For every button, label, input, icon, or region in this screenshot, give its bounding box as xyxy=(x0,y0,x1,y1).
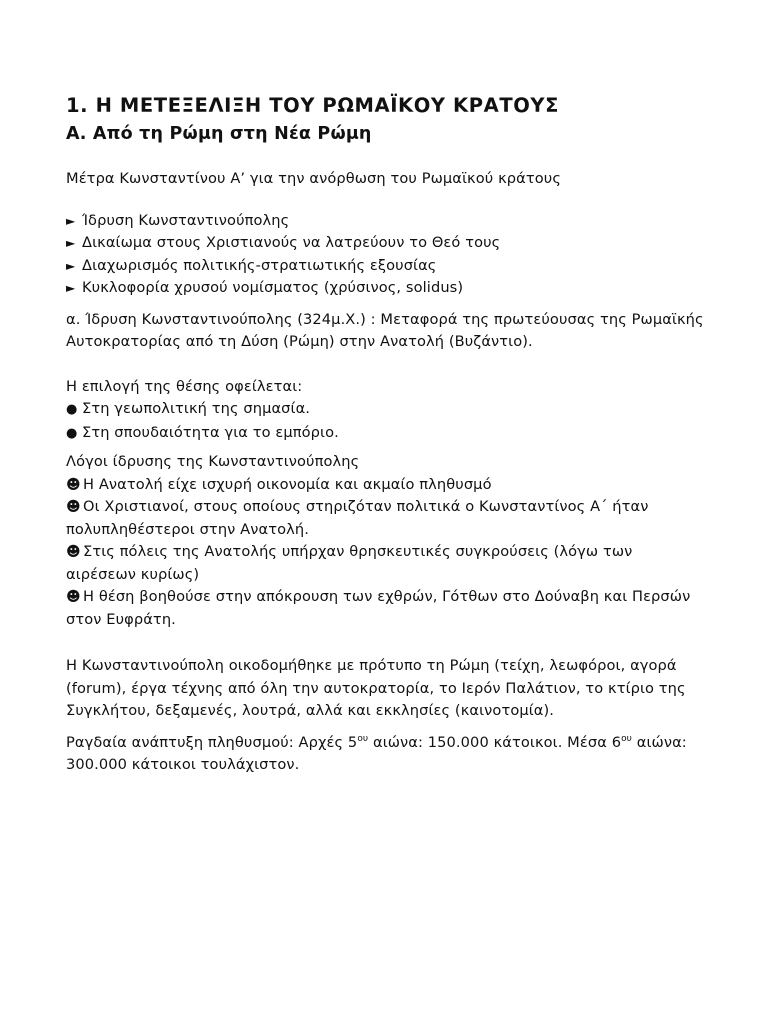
site-choice-intro: Η επιλογή της θέσης οφείλεται: xyxy=(66,377,303,395)
population-paragraph: Ραγδαία ανάπτυξη πληθυσμού: Αρχές $5^{o\upsilon}$ αιώνα: 150.000 κάτοικοι. Μέσα $6^{o\upsilon}$ αιώνα: 300.000 κάτοικοι τουλάχιστον. xyxy=(66,733,687,773)
smiley-bullet-icon: ☻ xyxy=(66,544,81,560)
list-item: ● Στη γεωπολιτική της σημασία. xyxy=(66,398,706,422)
list-item: ☻ Η θέση βοηθούσε στην απόκρουση των εχθρών, Γότθων στο Δούναβη και Περσών στον Ευφράτη. xyxy=(66,588,691,628)
triangle-bullet-icon: ► xyxy=(66,213,76,228)
measures-intro: Μέτρα Κωνσταντίνου Α’ για την ανόρθωση του Ρωμαϊκού κράτους xyxy=(66,170,561,187)
list-item: ☻ Οι Χριστιανοί, στους οποίους στηριζόταν πολιτικά ο Κωνσταντίνος Α΄ ήταν πολυπληθέστεροι στην Ανατολή. xyxy=(66,498,649,538)
founding-paragraph: α. Ίδρυση Κωνσταντινούπολης (324μ.Χ.) : Μεταφορά της πρωτεύουσας της Ρωμαϊκής Αυτοκρατορίας από τη Δύση (Ρώμη) στην Ανατολή (Βυζάντιο). xyxy=(66,310,704,350)
smiley-bullet-icon: ☻ xyxy=(66,589,81,605)
triangle-bullet-icon: ► xyxy=(66,258,76,273)
ordinal-suffix: ου xyxy=(357,733,369,744)
list-item: ► Κυκλοφορία χρυσού νομίσματος (χρύσινος, solidus) xyxy=(66,277,706,300)
dot-bullet-icon: ● xyxy=(66,402,78,417)
smiley-bullet-icon: ☻ xyxy=(66,476,81,493)
measures-list xyxy=(66,210,706,300)
list-item: ► Διαχωρισμός πολιτικής-στρατιωτικής εξουσίας xyxy=(66,255,706,278)
list-item: ● Στη σπουδαιότητα για το εμπόριο. xyxy=(66,422,706,446)
document-page xyxy=(66,92,706,777)
list-item: ► Ίδρυση Κωνσταντινούπολης xyxy=(66,210,706,233)
construction-paragraph: Η Κωνσταντινούπολη οικοδομήθηκε με πρότυπο τη Ρώμη (τείχη, λεωφόροι, αγορά (forum), έργα τέχνης από όλη την αυτοκρατορία, το Ιερόν Παλάτιον, το κτίριο της Συγκλήτου, δεξαμενές, λουτρά, αλλά και εκκλησίες (καινοτομία). xyxy=(66,657,686,719)
triangle-bullet-icon: ► xyxy=(66,281,76,295)
list-item: ☻ Στις πόλεις της Ανατολής υπήρχαν θρησκευτικές συγκρούσεις (λόγω των αιρέσεων κυρίως) xyxy=(66,543,633,583)
ordinal-suffix: ου xyxy=(621,733,632,744)
founding-reasons-intro: Λόγοι ίδρυσης της Κωνσταντινούπολης xyxy=(66,453,360,470)
section-subtitle: Α. Από τη Ρώμη στη Νέα Ρώμη xyxy=(66,124,372,144)
site-reasons-list xyxy=(66,398,706,445)
list-item: ☻ Η Ανατολή είχε ισχυρή οικονομία και ακμαίο πληθυσμό xyxy=(66,474,706,497)
document-title: 1. Η ΜΕΤΕΞΕΛΙΞΗ ΤΟΥ ΡΩΜΑΪΚΟΥ ΚΡΑΤΟΥΣ xyxy=(66,94,560,117)
triangle-bullet-icon: ► xyxy=(66,236,76,250)
dot-bullet-icon: ● xyxy=(66,425,78,441)
founding-reasons-list xyxy=(66,474,706,632)
smiley-bullet-icon: ☻ xyxy=(66,499,81,515)
list-item: ► Δικαίωμα στους Χριστιανούς να λατρεύουν το Θεό τους xyxy=(66,232,706,255)
